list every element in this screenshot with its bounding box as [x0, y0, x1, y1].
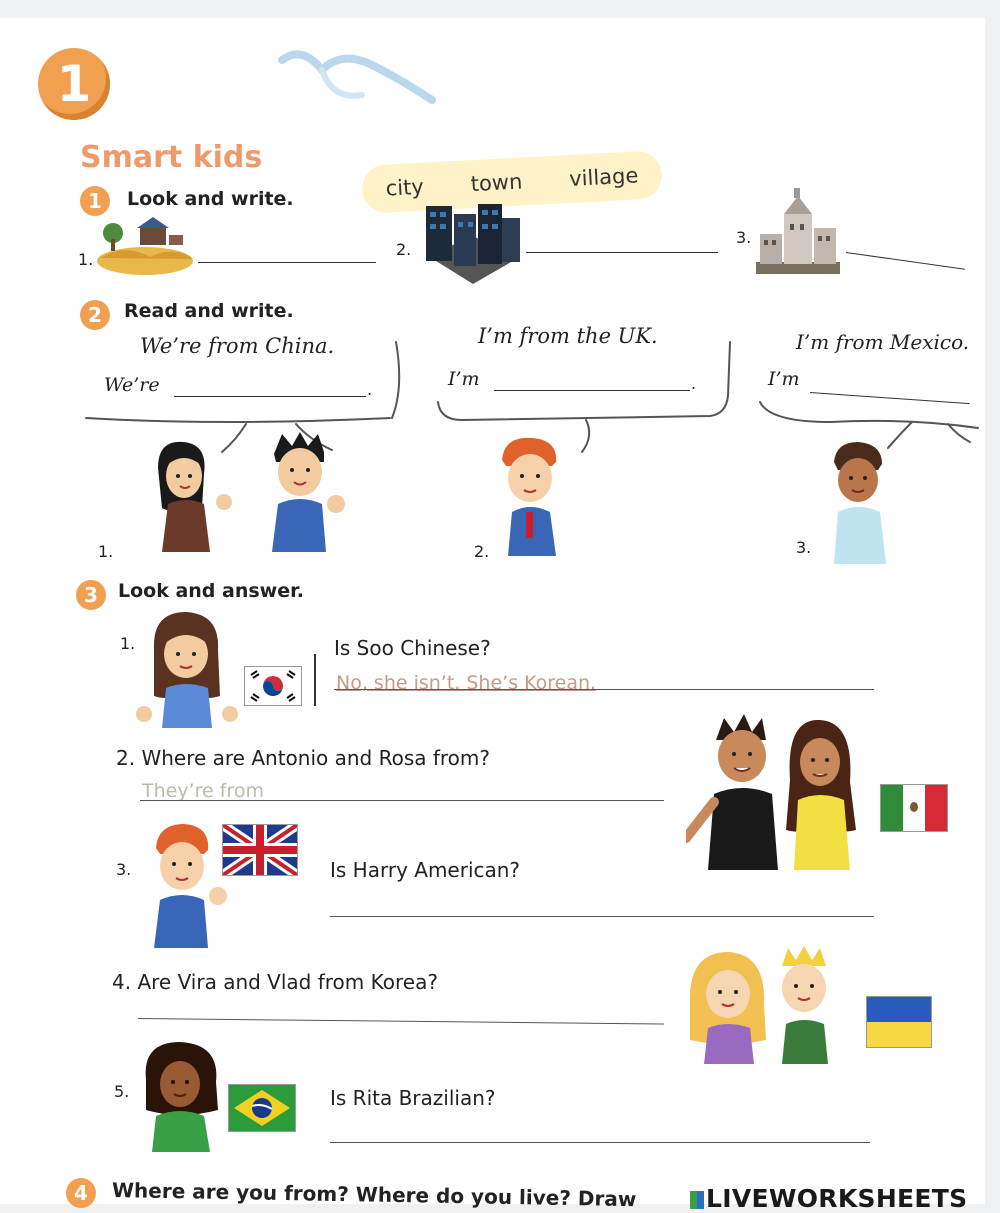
uk-flag-icon [222, 824, 298, 876]
q5-number: 5. [114, 1082, 130, 1101]
ex2-character-3-number: 3. [796, 538, 812, 557]
bubble-2-prompt: I’m [448, 368, 480, 390]
q4-question: 4. Are Vira and Vlad from Korea? [112, 970, 438, 994]
bird-decoration-icon [262, 40, 442, 120]
q5-question: Is Rita Brazilian? [330, 1086, 496, 1110]
q5-answer-line[interactable] [330, 1142, 870, 1143]
unit-number-badge: 1 [38, 48, 110, 120]
q3-number: 3. [116, 860, 132, 879]
exercise-2-badge: 2 [80, 300, 110, 330]
q1-example-answer: No, she isn’t. She’s Korean. [336, 672, 597, 694]
bubble-1-text: We’re from China. [140, 334, 335, 358]
bubble-3-text: I’m from Mexico. [796, 330, 970, 354]
ex1-answer-line-3[interactable] [846, 252, 965, 270]
q2-answer-line[interactable] [140, 800, 664, 801]
q3-question: Is Harry American? [330, 858, 521, 882]
mexico-flag-icon [880, 784, 948, 832]
mexican-boy-illustration-icon [826, 440, 896, 564]
town-icon [756, 184, 840, 280]
brand-title: Smart kids [80, 140, 263, 175]
bubble-1-prompt: We’re [104, 374, 160, 396]
q1-question: Is Soo Chinese? [334, 636, 491, 660]
chinese-boy-illustration-icon [262, 432, 352, 552]
word-village: village [568, 163, 639, 191]
bubble-3-prompt: I’m [768, 368, 800, 390]
q1-answer-line[interactable] [334, 689, 874, 690]
q2-example-answer: They’re from [142, 780, 264, 802]
harry-boy-illustration-icon [146, 822, 232, 948]
city-buildings-icon [418, 196, 524, 286]
ukraine-flag-icon [866, 996, 932, 1048]
exercise-1-instruction: Look and write. [127, 188, 294, 210]
exercise-1-badge: 1 [80, 186, 110, 216]
q2-question: 2. Where are Antonio and Rosa from? [116, 746, 491, 770]
exercise-3-instruction: Look and answer. [118, 580, 305, 602]
q4-answer-line[interactable] [138, 1018, 664, 1025]
south-korea-flag-icon [244, 666, 302, 706]
bubble-1-period: . [367, 380, 373, 399]
rita-girl-illustration-icon [140, 1040, 224, 1152]
vira-vlad-illustration-icon [684, 944, 860, 1064]
ex1-item-1-number: 1. [78, 250, 94, 269]
exercise-2-instruction: Read and write. [124, 300, 294, 322]
ex1-item-3-number: 3. [736, 228, 752, 247]
liveworksheets-text: LIVEWORKSHEETS [706, 1184, 968, 1213]
worksheet-page [0, 18, 985, 1213]
ex2-character-2-number: 2. [474, 542, 490, 561]
antonio-rosa-illustration-icon [686, 710, 876, 870]
liveworksheets-logo-icon [690, 1191, 704, 1209]
bubble-2-answer-line[interactable] [494, 390, 690, 391]
exercise-4-instruction: Where are you from? Where do you live? Draw [111, 1178, 637, 1212]
ex1-item-2-number: 2. [396, 240, 412, 259]
word-city: city [385, 174, 425, 201]
exercise-3-badge: 3 [76, 580, 106, 610]
brazil-flag-icon [228, 1084, 296, 1132]
village-icon [95, 213, 195, 275]
q3-answer-line[interactable] [330, 916, 874, 917]
bubble-2-text: I’m from the UK. [478, 324, 658, 348]
q1-number: 1. [120, 634, 136, 653]
exercise-4-badge: 4 [66, 1178, 96, 1208]
soo-girl-illustration-icon [134, 610, 240, 728]
uk-boy-illustration-icon [494, 436, 574, 556]
ex2-character-1-number: 1. [98, 542, 114, 561]
chinese-girl-illustration-icon [138, 438, 238, 552]
ex1-answer-line-1[interactable] [198, 262, 376, 263]
q1-divider [314, 654, 316, 706]
word-town: town [470, 169, 523, 197]
bubble-2-period: . [691, 374, 697, 393]
liveworksheets-watermark [690, 1184, 967, 1213]
ex1-answer-line-2[interactable] [526, 252, 718, 253]
bubble-1-answer-line[interactable] [174, 396, 366, 397]
